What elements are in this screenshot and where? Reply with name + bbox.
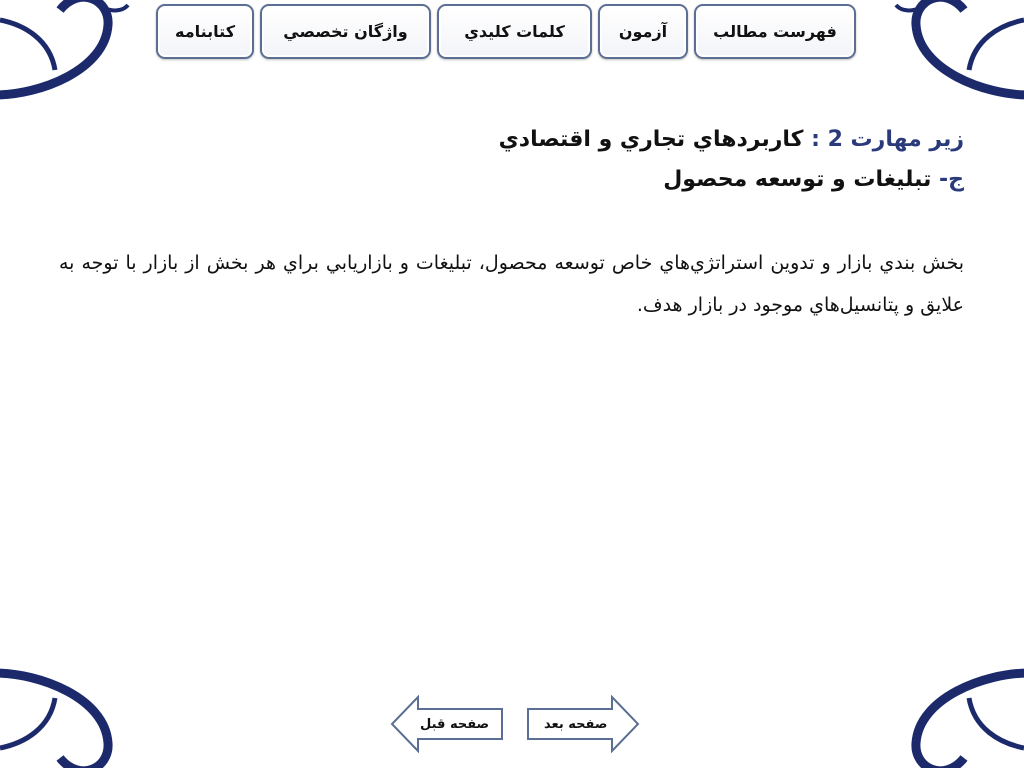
nav-button-table-of-contents[interactable]: فهرست مطالب: [694, 4, 856, 59]
next-page-label: صفحه بعد: [544, 716, 608, 732]
nav-button-glossary[interactable]: واژگان تخصصي: [260, 4, 431, 59]
content-paragraph: بخش بندي بازار و تدوين استراتژي‌هاي خاص توسعه محصول، تبليغات و بازاريابي براي هر بخش از بازار با توجه به علايق و پتانسيل‌هاي موجود در بازار هدف.: [59, 252, 964, 316]
nav-button-quiz[interactable]: آزمون: [598, 4, 688, 59]
previous-page-button[interactable]: [390, 695, 504, 753]
subskill-prefix: زير مهارت 2 :: [811, 127, 964, 152]
top-navigation: [156, 4, 856, 60]
next-page-button[interactable]: [526, 695, 640, 753]
corner-ornament-top-right: [894, 0, 1024, 110]
corner-ornament-top-left: [0, 0, 130, 110]
section-line: [264, 160, 964, 200]
page-heading: [264, 120, 964, 200]
subskill-title: كاربردهاي تجاري و اقتصادي: [498, 127, 804, 152]
nav-button-keywords[interactable]: كلمات كليدي: [437, 4, 592, 59]
corner-ornament-bottom-left: [0, 658, 130, 768]
nav-button-bibliography[interactable]: كتابنامه: [156, 4, 254, 59]
section-prefix: ج-: [939, 167, 964, 192]
previous-page-label: صفحه قبل: [420, 716, 490, 732]
section-title: تبليغات و توسعه محصول: [663, 167, 932, 192]
subskill-line: [264, 120, 964, 160]
corner-ornament-bottom-right: [894, 658, 1024, 768]
